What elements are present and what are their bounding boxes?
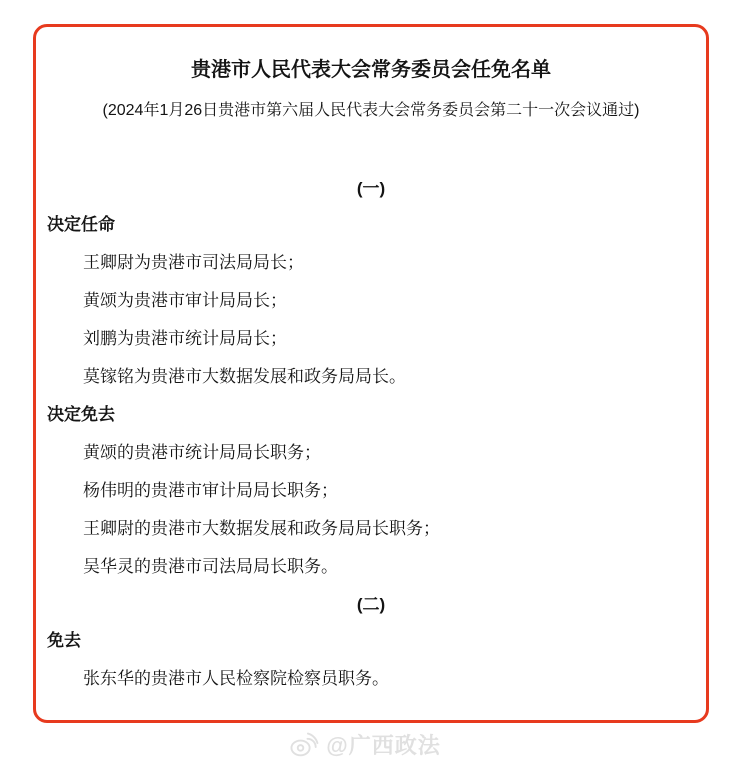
heading-decide-remove: 决定免去 xyxy=(47,405,115,424)
document-title: 贵港市人民代表大会常务委员会任免名单 xyxy=(191,59,551,81)
appointment-item: 王卿尉为贵港市司法局局长； xyxy=(83,253,304,272)
removal-item: 吴华灵的贵港市司法局局长职务。 xyxy=(83,557,338,576)
appointment-item: 黄颂为贵港市审计局局长； xyxy=(83,291,287,310)
weibo-icon xyxy=(289,731,319,757)
watermark-handle: @广西政法 xyxy=(326,732,441,758)
removal-item: 黄颂的贵港市统计局局长职务； xyxy=(83,443,321,462)
red-border-frame xyxy=(33,24,709,723)
section-2-number: (二) xyxy=(356,595,386,614)
watermark xyxy=(0,729,730,759)
removal-item: 杨伟明的贵港市审计局局长职务； xyxy=(83,481,338,500)
removal-item: 张东华的贵港市人民检察院检察员职务。 xyxy=(83,669,389,688)
section-1-number: (一) xyxy=(356,179,386,198)
appointment-item: 刘鹏为贵港市统计局局长； xyxy=(83,329,287,348)
heading-decide-appoint: 决定任命 xyxy=(47,215,115,234)
document-subtitle: (2024年1月26日贵港市第六届人民代表大会常务委员会第二十一次会议通过) xyxy=(102,102,640,119)
heading-remove: 免去 xyxy=(47,631,81,650)
removal-item: 王卿尉的贵港市大数据发展和政务局局长职务； xyxy=(83,519,440,538)
appointment-item: 莫镓铭为贵港市大数据发展和政务局局长。 xyxy=(83,367,406,386)
